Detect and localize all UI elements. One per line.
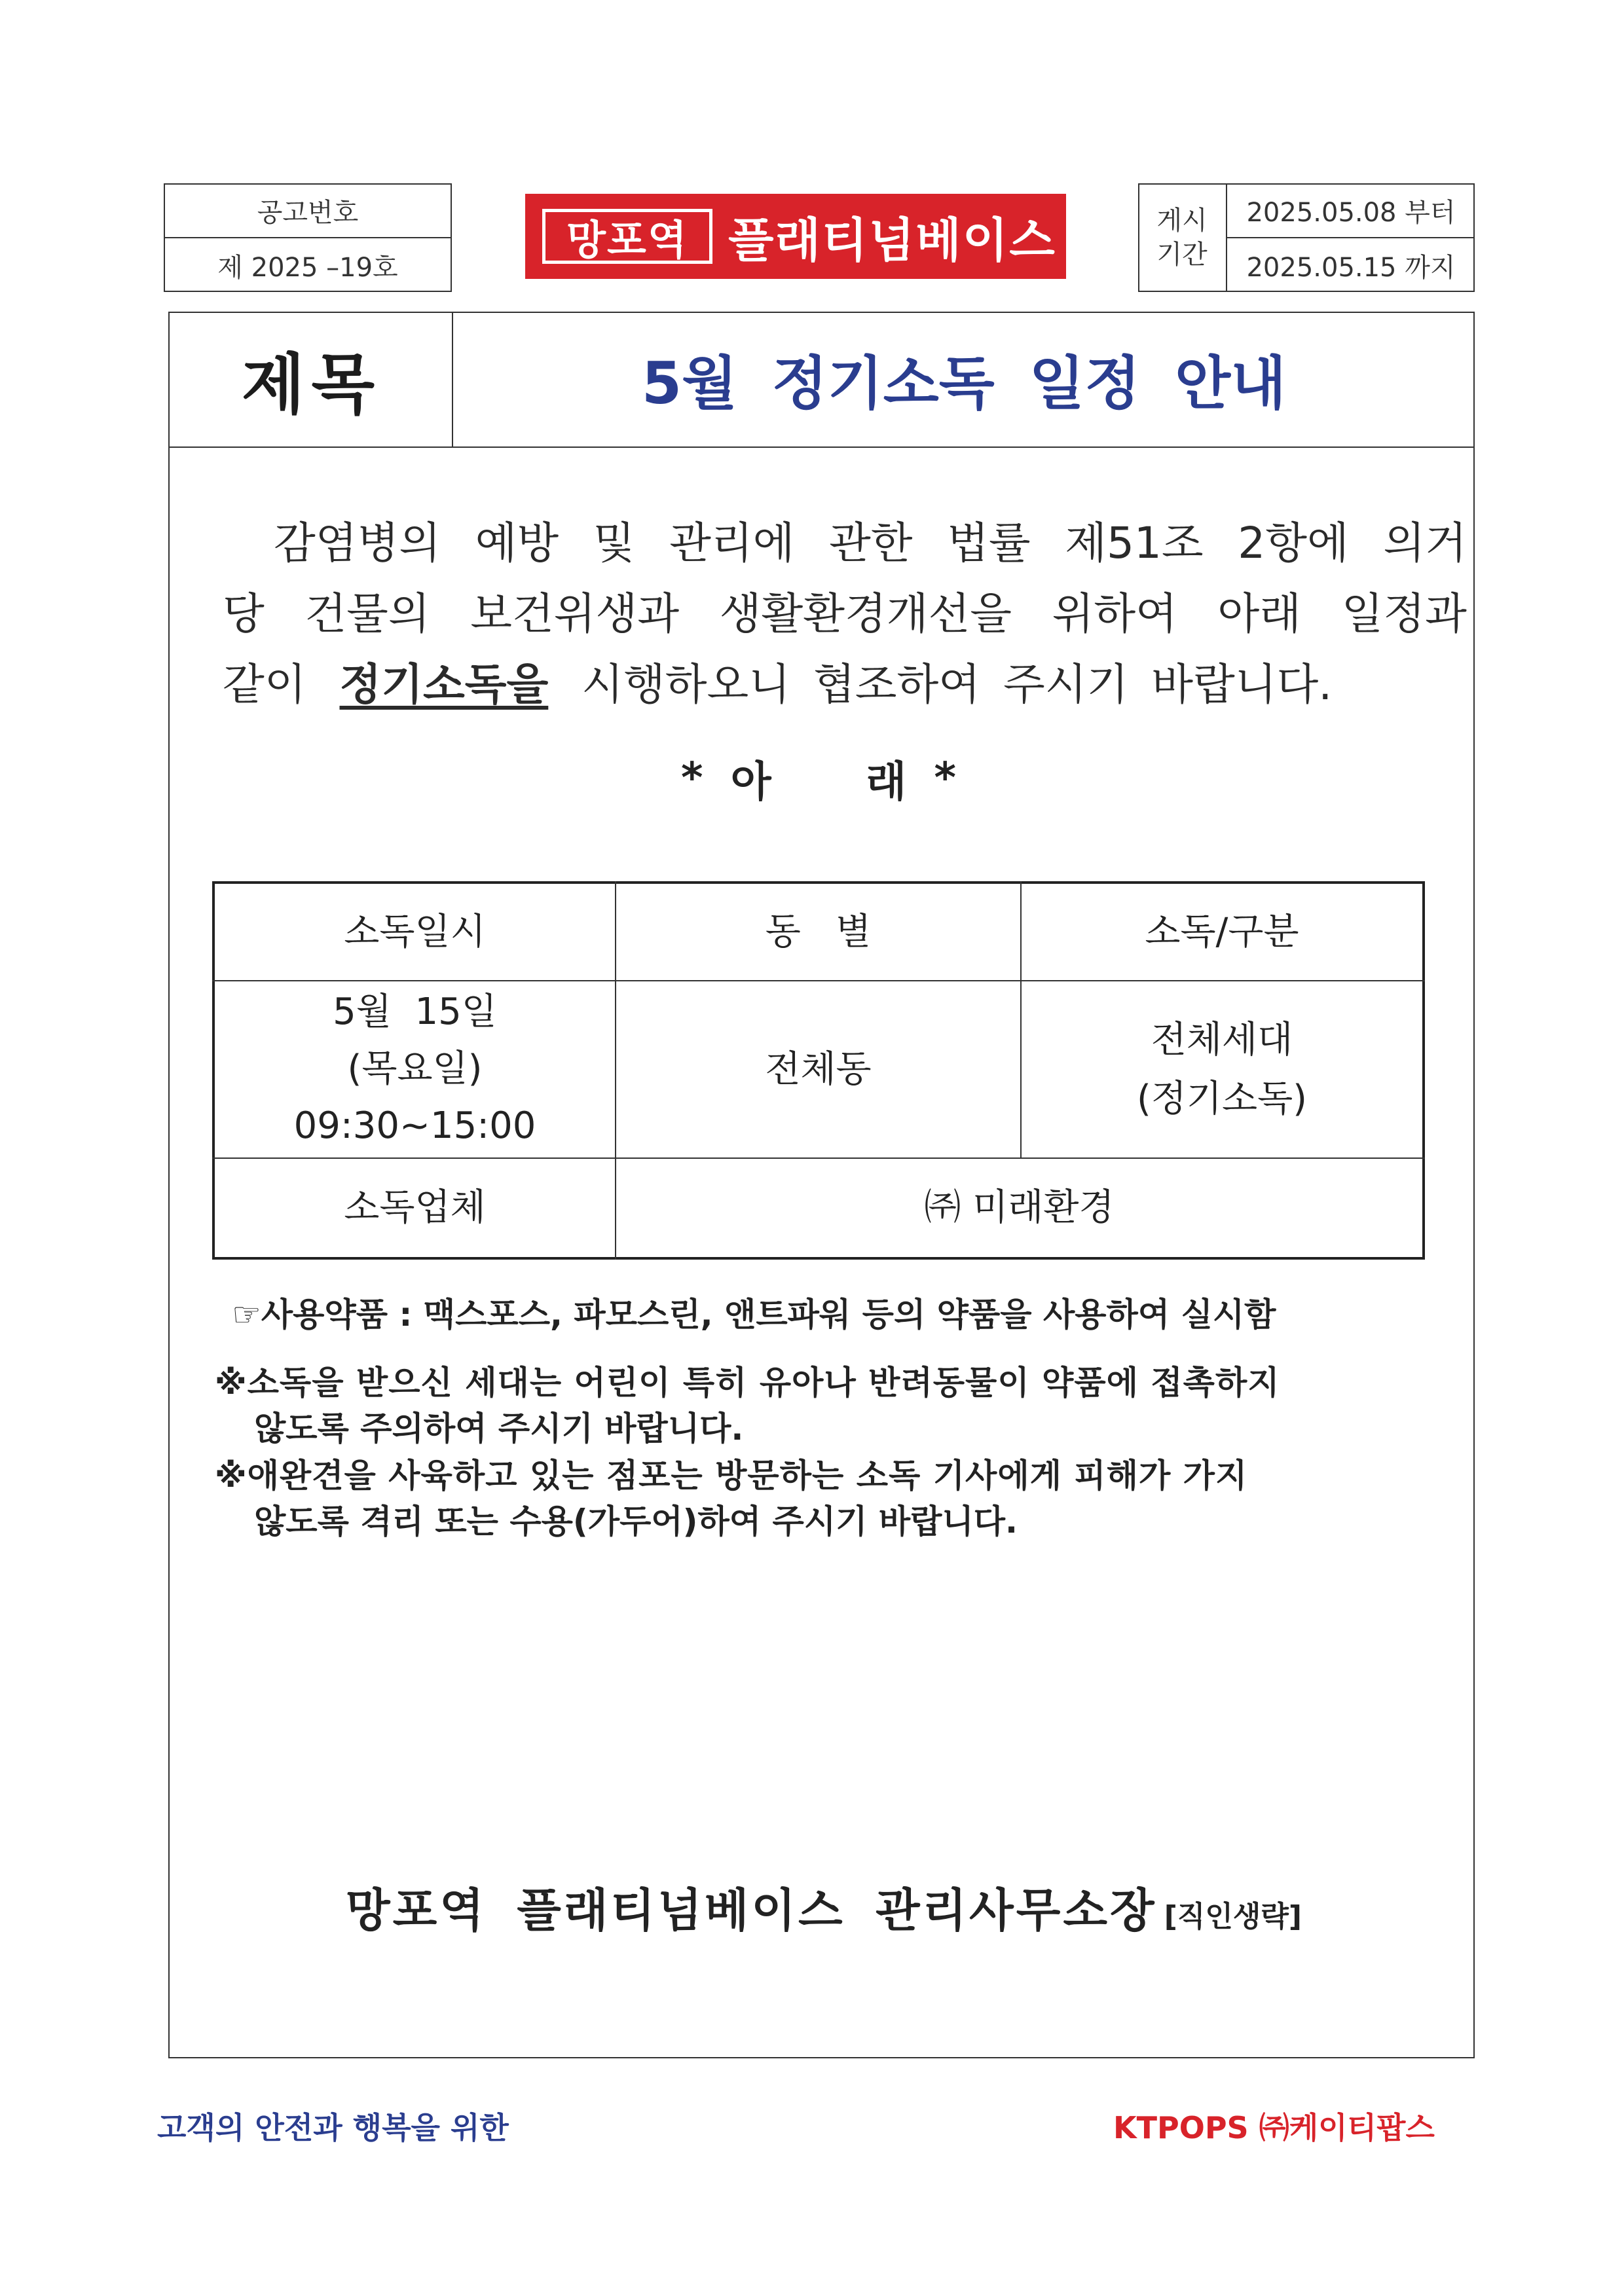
posting-start-date: 2025.05.08 부터: [1246, 197, 1456, 228]
below-heading: [681, 749, 956, 808]
table-header-type: 소독/구분: [1145, 910, 1299, 953]
body-word: 법률: [947, 518, 1031, 568]
body-word: 당: [223, 589, 265, 639]
page-title: 5월 정기소독 일정 안내: [641, 350, 1287, 417]
footer-company: KTPOPS ㈜케이티팝스: [1113, 2110, 1435, 2145]
body-line-1: [274, 508, 1467, 570]
building-logo: [525, 194, 1066, 279]
logo-station-name: 망포역: [542, 209, 712, 264]
body-word: 위하여: [1052, 589, 1177, 639]
body-line-3-suffix: 시행하오니 협조하여 주시기 바랍니다.: [581, 659, 1333, 710]
body-word: 및: [593, 518, 635, 568]
body-word: 감염병의: [274, 518, 441, 568]
seal-omitted-note: [직인생략]: [1164, 1900, 1302, 1933]
body-word: 보건위생과: [470, 589, 680, 639]
schedule-time: 09:30~15:00: [293, 1104, 536, 1147]
table-company-value: ㈜ 미래환경: [924, 1186, 1115, 1230]
body-line-2: [223, 579, 1467, 641]
notice-number-value: 제 2025 –19호: [217, 252, 398, 283]
notice-number-label: 공고번호: [257, 197, 359, 228]
posting-period-label-1: 게시: [1156, 206, 1208, 236]
table-header-building: [616, 884, 1020, 980]
chemicals-note: ☞사용약품 : 맥스포스, 파모스린, 앤트파워 등의 약품을 사용하여 실시함: [232, 1296, 1276, 1334]
body-word: 건물의: [304, 589, 430, 639]
caution-note-1-line-2: 않도록 주의하여 주시기 바랍니다.: [254, 1410, 744, 1448]
schedule-type: (정기소독): [1136, 1077, 1308, 1120]
table-company-label: 소독업체: [344, 1186, 486, 1230]
body-word: 2항에: [1238, 518, 1349, 568]
body-word: 일정과: [1341, 589, 1467, 639]
table-cell-type: [1022, 981, 1422, 1157]
below-heading-word-2: 래: [866, 758, 907, 807]
body-word: 관리에: [669, 518, 795, 568]
below-heading-star-right: *: [934, 754, 956, 803]
body-line-3-prefix: 같이: [223, 659, 306, 710]
body-word: 예방: [475, 518, 559, 568]
table-cell-datetime: [215, 981, 615, 1157]
title-label: 제목: [241, 346, 382, 423]
below-heading-star-left: *: [681, 754, 703, 803]
body-word: 의거: [1383, 518, 1467, 568]
signature-text: 망포역 플래티넘베이스 관리사무소장: [346, 1884, 1157, 1937]
body-word: 생활환경개선을: [719, 589, 1012, 639]
table-header-date: 소독일시: [344, 910, 486, 953]
below-heading-word-1: 아: [730, 758, 771, 807]
table-header-building-text: 동 별: [765, 910, 872, 953]
emphasis-text: 정기소독을: [339, 659, 549, 710]
signature: [346, 1874, 1302, 1940]
caution-note-2-line-1: ※애완견을 사육하고 있는 점포는 방문하는 소독 기사에게 피해가 가지: [215, 1457, 1248, 1495]
caution-note-1-line-1: ※소독을 받으신 세대는 어린이 특히 유아나 반려동물이 약품에 접촉하지: [215, 1364, 1280, 1402]
body-word: 아래: [1217, 589, 1302, 639]
table-cell-building: 전체동: [765, 1048, 872, 1091]
posting-period-label: [1138, 183, 1226, 292]
schedule-date: 5월 15일: [333, 991, 497, 1034]
body-word: 관한: [828, 518, 913, 568]
caution-note-2-line-2: 않도록 격리 또는 수용(가두어)하여 주시기 바랍니다.: [254, 1503, 1018, 1540]
schedule-weekday: (목요일): [347, 1048, 483, 1091]
posting-end-date: 2025.05.15 까지: [1246, 252, 1456, 283]
body-word: 제51조: [1065, 518, 1204, 568]
footer-slogan: 고객의 안전과 행복을 위한: [157, 2110, 509, 2145]
title-row-divider: [168, 446, 1475, 448]
logo-brand-name: 플래티넘베이스: [728, 213, 1056, 268]
schedule-target: 전체세대: [1151, 1018, 1293, 1061]
body-line-3: [223, 649, 1332, 712]
posting-period-label-2: 기간: [1156, 240, 1208, 270]
